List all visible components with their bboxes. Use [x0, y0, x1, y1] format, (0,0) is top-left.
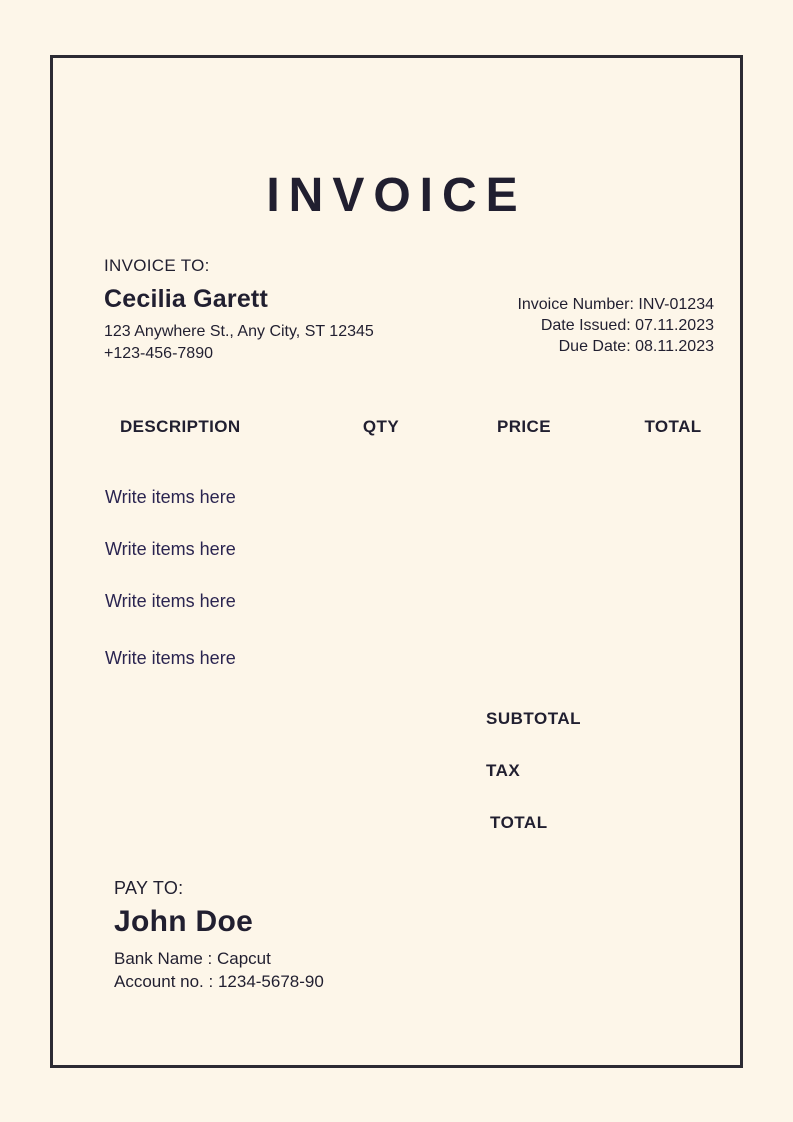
invoice-number-label: Invoice Number: — [517, 296, 634, 313]
items-table-header — [0, 417, 793, 439]
bank-name-line: Bank Name : Capcut — [114, 949, 271, 968]
item-description-placeholder[interactable]: Write items here — [105, 591, 236, 611]
item-description-placeholder[interactable]: Write items here — [105, 539, 236, 559]
due-date-line — [517, 336, 714, 357]
date-issued-line — [517, 315, 714, 336]
table-row — [105, 591, 505, 643]
item-description-placeholder[interactable]: Write items here — [105, 648, 236, 668]
pay-to-label: PAY TO: — [114, 878, 184, 898]
payee-name: John Doe — [114, 905, 254, 938]
table-row — [105, 648, 505, 700]
table-row — [105, 539, 505, 591]
invoice-meta-section — [517, 294, 714, 357]
column-header-qty: QTY — [362, 417, 400, 436]
column-header-total: TOTAL — [644, 417, 702, 436]
pay-to-section — [114, 878, 324, 993]
tax-label: TAX — [486, 761, 521, 780]
column-header-price: PRICE — [497, 417, 551, 436]
date-issued-value: 07.11.2023 — [635, 317, 714, 334]
invoice-number-line — [517, 294, 714, 315]
invoice-title: INVOICE — [266, 169, 527, 222]
total-label: TOTAL — [490, 813, 548, 832]
date-issued-label: Date Issued: — [540, 317, 631, 334]
client-address: 123 Anywhere St., Any City, ST 12345 — [104, 323, 374, 340]
bill-to-label: INVOICE TO: — [104, 256, 210, 275]
subtotal-label: SUBTOTAL — [486, 709, 581, 728]
invoice-number-value: INV-01234 — [638, 296, 714, 313]
item-description-placeholder[interactable]: Write items here — [105, 487, 236, 507]
items-list — [105, 487, 505, 700]
client-phone: +123-456-7890 — [104, 345, 213, 362]
account-number-line: Account no. : 1234-5678-90 — [114, 972, 324, 991]
table-row — [105, 487, 505, 539]
column-header-description: DESCRIPTION — [120, 417, 241, 436]
bill-to-section — [104, 256, 374, 364]
due-date-value: 08.11.2023 — [635, 338, 714, 355]
client-name: Cecilia Garett — [104, 285, 268, 313]
due-date-label: Due Date: — [558, 338, 631, 355]
